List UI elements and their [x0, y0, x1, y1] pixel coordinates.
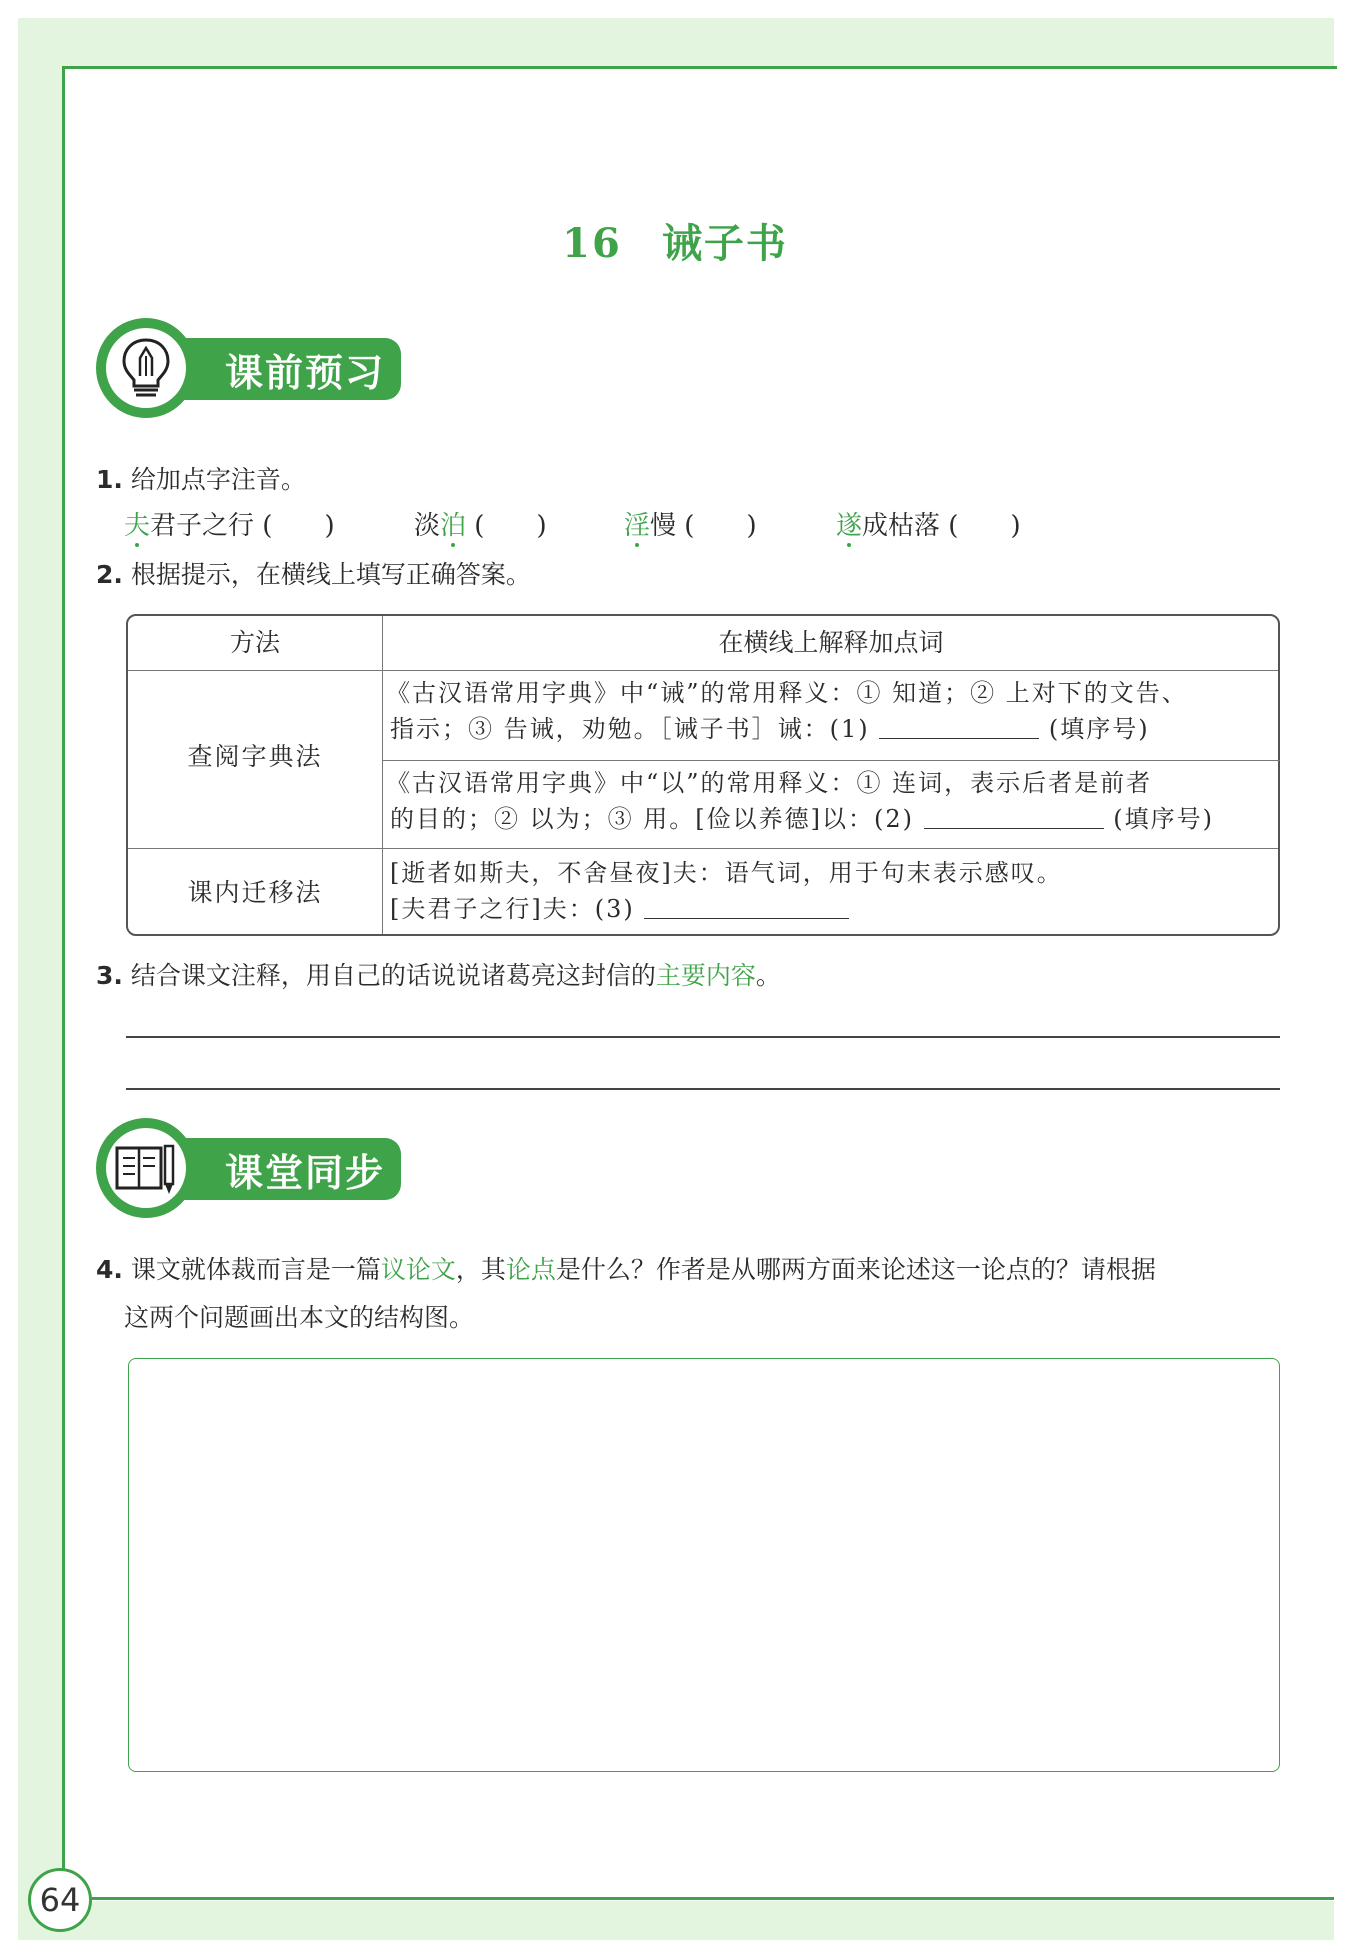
question-3-highlight: 主要内容	[655, 961, 756, 990]
dotted-char: 淫	[624, 511, 651, 541]
question-4-highlight-genre: 议论文	[380, 1255, 456, 1284]
answer-paren[interactable]: ( )	[474, 511, 547, 541]
section-preview-badge	[96, 318, 416, 418]
lightbulb-icon	[118, 336, 174, 400]
question-4-line2: 这两个问题画出本文的结构图。	[124, 1303, 475, 1332]
question-3: 3. 结合课文注释，用自己的话说说诸葛亮这封信的主要内容。	[96, 961, 781, 990]
table-row3-line1: [逝者如斯夫，不舍昼夜]夫：语气词，用于句末表示感叹。	[390, 859, 1063, 887]
table-row3-line2: [夫君子之行]夫：(3)	[390, 892, 849, 926]
section-classroom-badge	[96, 1118, 416, 1218]
question-2-number: 2.	[96, 560, 123, 589]
table-header-method: 方法	[229, 628, 280, 657]
dotted-char: 夫	[124, 511, 151, 541]
page-number: 64	[28, 1868, 92, 1932]
answer-line-1[interactable]	[126, 1036, 1280, 1038]
bottom-rule	[62, 1897, 1334, 1900]
table-row2-line2: 的目的；② 以为；③ 用。[俭以养德]以：(2) (填序号)	[390, 802, 1214, 836]
pinyin-item-3: 淫慢 ( )	[624, 511, 757, 541]
answer-blank-2[interactable]	[924, 802, 1104, 829]
table-row2-line1: 《古汉语常用字典》中“以”的常用释义：① 连词，表示后者是前者	[386, 769, 1153, 797]
question-4-highlight-thesis: 论点	[505, 1255, 556, 1284]
table-row1-line1: 《古汉语常用字典》中“诫”的常用释义：① 知道；② 上对下的文告、	[386, 679, 1188, 707]
dotted-char: 遂	[836, 511, 863, 541]
question-1-text: 给加点字注音。	[130, 465, 306, 494]
structure-diagram-answer-box[interactable]	[128, 1358, 1280, 1772]
lesson-number: 16	[562, 220, 622, 267]
table-row1-line2: 指示；③ 告诫，劝勉。［诫子书］诫：(1) (填序号)	[390, 712, 1150, 746]
answer-blank-3[interactable]	[644, 892, 849, 919]
answer-line-2[interactable]	[126, 1088, 1280, 1090]
answer-table	[126, 614, 1280, 936]
question-3-number: 3.	[96, 961, 123, 990]
lesson-name: 诫子书	[661, 220, 788, 267]
question-2-text: 根据提示，在横线上填写正确答案。	[130, 560, 531, 589]
pinyin-item-1: 夫君子之行 ( )	[124, 511, 335, 541]
book-pencil-icon	[113, 1140, 179, 1196]
answer-blank-1[interactable]	[879, 712, 1039, 739]
lesson-title	[0, 212, 1350, 269]
answer-paren[interactable]: ( )	[262, 511, 335, 541]
question-2	[96, 555, 531, 595]
question-1-number: 1.	[96, 465, 123, 494]
pinyin-item-4: 遂成枯落 ( )	[836, 511, 1021, 541]
pinyin-item-2: 淡泊 ( )	[414, 511, 547, 541]
question-1	[96, 460, 306, 500]
question-4-number: 4.	[96, 1255, 123, 1284]
table-method-dictionary: 查阅字典法	[187, 742, 323, 771]
dotted-char: 泊	[440, 511, 467, 541]
table-method-transfer: 课内迁移法	[187, 878, 323, 907]
section-classroom-label: 课堂同步	[151, 1138, 401, 1200]
section-preview-label: 课前预习	[151, 338, 401, 400]
answer-paren[interactable]: ( )	[684, 511, 757, 541]
answer-paren[interactable]: ( )	[948, 511, 1021, 541]
question-4: 4. 课文就体裁而言是一篇议论文，其论点是什么？作者是从哪两方面来论述这一论点的？请根据 这两个问题画出本文的结构图。	[96, 1250, 1286, 1338]
table-header-explain: 在横线上解释加点词	[718, 628, 944, 657]
